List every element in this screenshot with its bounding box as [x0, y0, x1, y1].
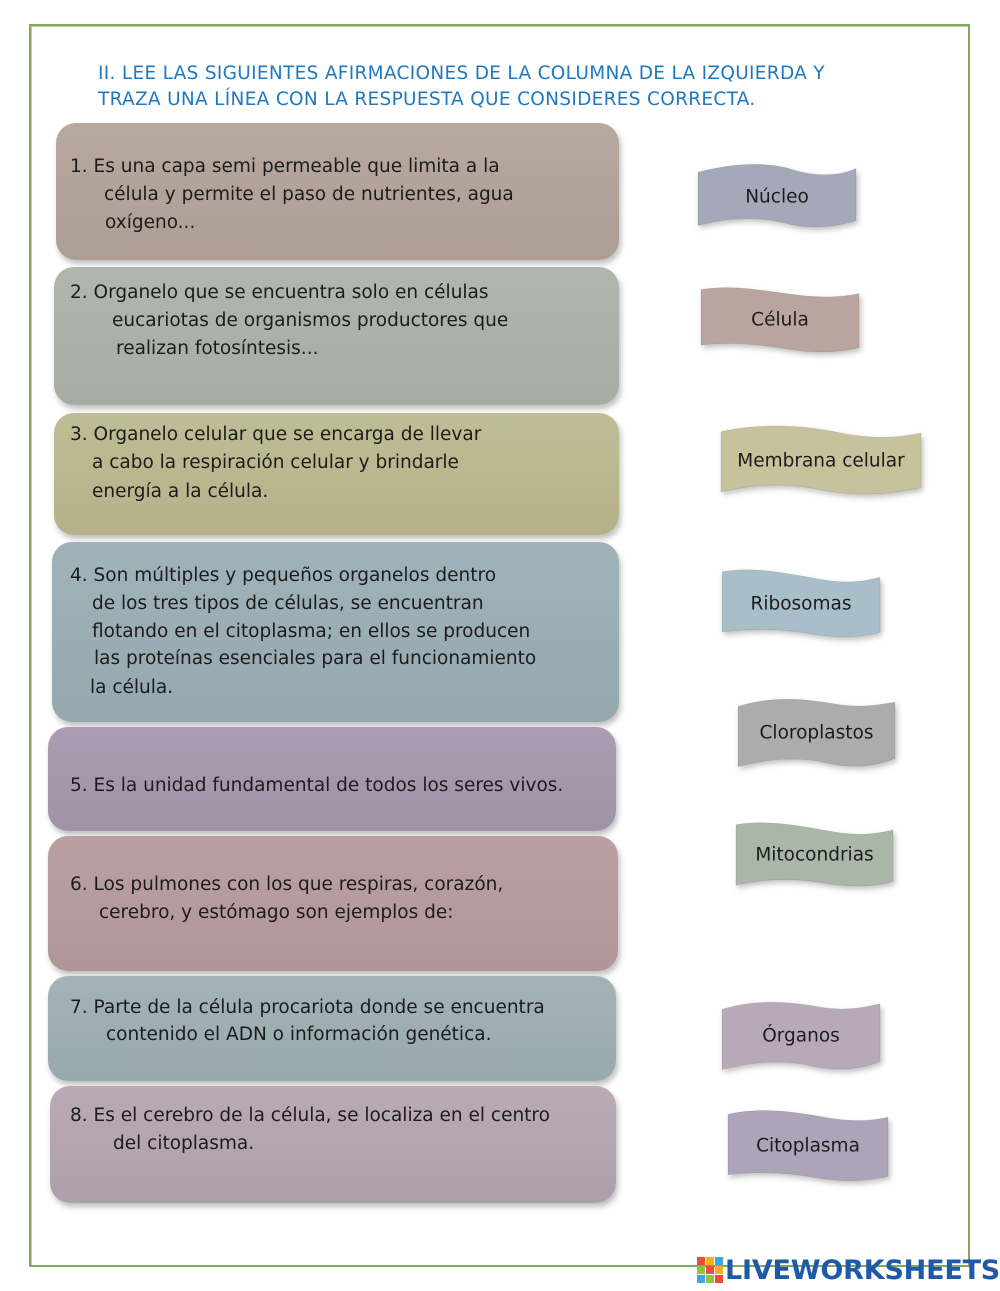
answer-label: Membrana celular: [737, 450, 905, 472]
answer-label: Cloroplastos: [759, 722, 874, 744]
statement-card-6: [48, 836, 618, 971]
instructions-line-1: II. LEE LAS SIGUIENTES AFIRMACIONES DE LA COLUMNA DE LA IZQUIERDA Y: [98, 63, 825, 84]
statement-3-line-3: energía a la célula.: [92, 481, 269, 502]
answer-label: Órganos: [762, 1025, 840, 1047]
statement-2-line-3: realizan fotosíntesis...: [116, 338, 319, 359]
statement-3-line-2: a cabo la respiración celular y brindarle: [92, 452, 459, 473]
answer-label: Célula: [751, 309, 809, 331]
statement-4-line-4: las proteínas esenciales para el funcionamiento: [94, 648, 537, 669]
answer-ribosomas[interactable]: [722, 569, 880, 639]
statement-1-line-1: 1. Es una capa semi permeable que limita a la: [70, 156, 500, 177]
statement-4-line-5: la célula.: [90, 677, 174, 698]
statement-5-line-1: 5. Es la unidad fundamental de todos los seres vivos.: [70, 775, 564, 796]
statement-4-line-2: de los tres tipos de células, se encuentran: [92, 593, 484, 614]
answer-label: Núcleo: [745, 186, 809, 208]
statement-card-3: [54, 413, 619, 535]
statement-8-line-1: 8. Es el cerebro de la célula, se localiza en el centro: [70, 1105, 550, 1126]
answer-label: Ribosomas: [750, 593, 852, 615]
statement-6-line-1: 6. Los pulmones con los que respiras, corazón,: [70, 874, 504, 895]
statement-2-line-1: 2. Organelo que se encuentra solo en células: [70, 282, 489, 303]
instructions-heading: [98, 61, 918, 113]
liveworksheets-logo: [697, 1252, 1000, 1288]
answer-mitocondrias[interactable]: [736, 822, 893, 888]
statement-card-5: [48, 727, 616, 831]
statement-card-2: [54, 267, 619, 405]
statement-7-line-1: 7. Parte de la célula procariota donde se encuentra: [70, 997, 545, 1018]
statement-6-line-2: cerebro, y estómago son ejemplos de:: [99, 902, 454, 923]
statement-card-8: [50, 1086, 616, 1203]
answer-celula[interactable]: [701, 287, 859, 353]
liveworksheets-logo-icon: [697, 1257, 723, 1283]
answer-nucleo[interactable]: [698, 166, 856, 228]
instructions-line-2: TRAZA UNA LÍNEA CON LA RESPUESTA QUE CONSIDERES CORRECTA.: [98, 89, 756, 110]
statement-2-line-2: eucariotas de organismos productores que: [112, 310, 509, 331]
answer-organos[interactable]: [722, 1001, 880, 1071]
statement-4-line-3: flotando en el citoplasma; en ellos se producen: [92, 621, 531, 642]
statement-card-4: [52, 542, 619, 722]
statement-card-7: [48, 976, 616, 1081]
statement-1-line-2: célula y permite el paso de nutrientes, agua: [104, 184, 514, 205]
answer-citoplasma[interactable]: [728, 1110, 888, 1182]
answer-membrana-celular[interactable]: [721, 426, 921, 496]
answer-label: Mitocondrias: [755, 844, 874, 866]
answer-cloroplastos[interactable]: [738, 698, 895, 768]
statement-7-line-2: contenido el ADN o información genética.: [106, 1024, 492, 1045]
statement-1-line-3: oxígeno...: [105, 212, 196, 233]
answer-label: Citoplasma: [756, 1135, 860, 1157]
statement-8-line-2: del citoplasma.: [113, 1133, 255, 1154]
statement-3-line-1: 3. Organelo celular que se encarga de llevar: [70, 424, 482, 445]
statement-4-line-1: 4. Son múltiples y pequeños organelos dentro: [70, 565, 497, 586]
liveworksheets-wordmark: LIVEWORKSHEETS: [725, 1254, 1000, 1286]
statement-card-1: [56, 123, 619, 260]
